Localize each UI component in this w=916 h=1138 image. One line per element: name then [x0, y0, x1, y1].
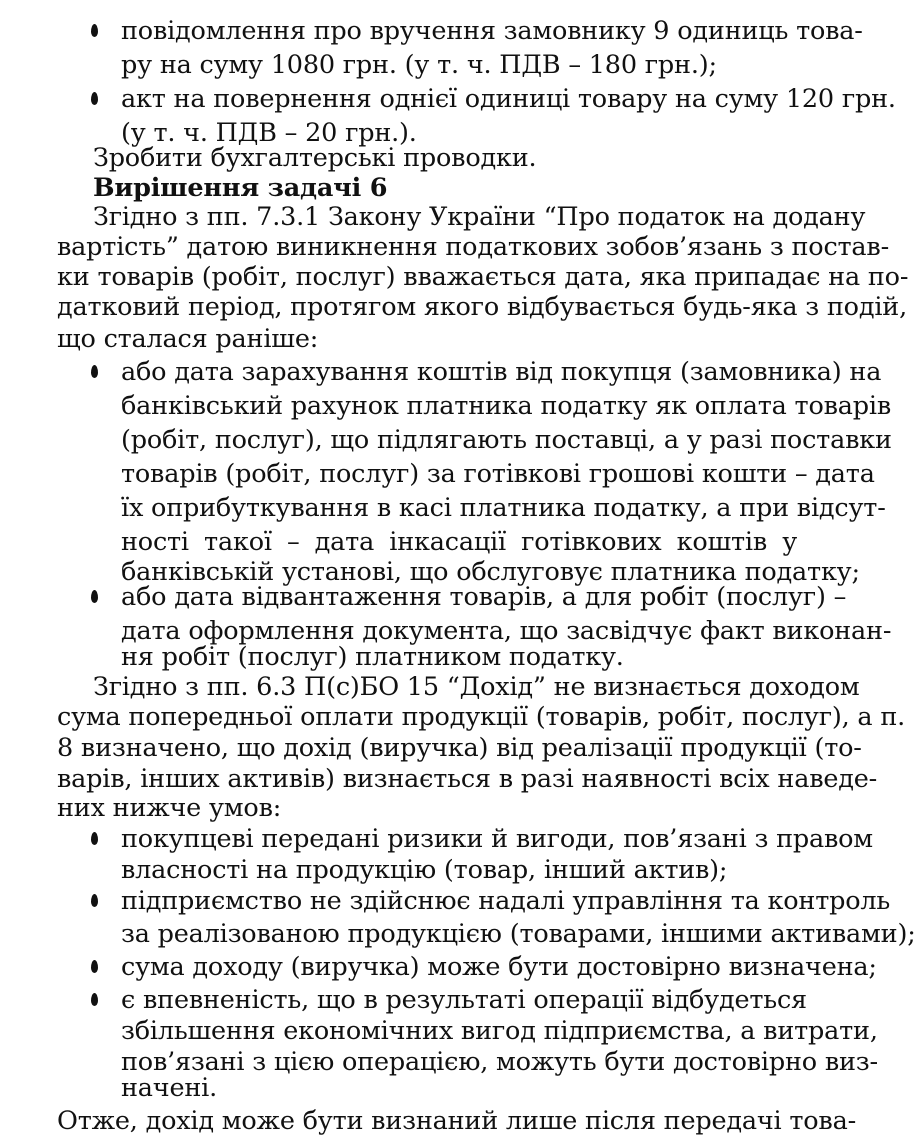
text-line: підприємство не здійснює надалі управління та контроль [121, 886, 891, 916]
bullet-marker [88, 950, 100, 984]
text-line: або дата зарахування коштів від покупця (замовника) на [121, 357, 882, 387]
bullet-marker [88, 580, 100, 614]
text-line: є впевненість, що в результаті операції відбудеться [121, 985, 807, 1015]
paragraph-line: 8 визначено, що дохід (виручка) від реалізації продукції (то- [57, 733, 862, 763]
paragraph-line: варів, інших активів) визнається в разі наявності всіх наведе- [57, 764, 878, 794]
text-line: повідомлення про вручення замовнику 9 одиниць това- [121, 16, 863, 46]
section-heading: Вирішення задачі 6 [93, 173, 388, 203]
text-line: власності на продукцію (товар, інший актив); [121, 855, 728, 885]
text-line: або дата відвантаження товарів, а для робіт (послуг) – [121, 582, 847, 612]
bullet-marker [88, 14, 100, 48]
paragraph-line: вартість” датою виникнення податкових зобов’язань з постав- [57, 232, 890, 262]
text-line: ру на суму 1080 грн. (у т. ч. ПДВ – 180 грн.); [121, 50, 717, 80]
text-line: пов’язані з цією операцією, можуть бути достовірно виз- [121, 1047, 878, 1077]
paragraph-line: них нижче умов: [57, 793, 282, 823]
text-line: банківській установі, що обслуговує платника податку; [121, 557, 860, 587]
text-line: (у т. ч. ПДВ – 20 грн.). [121, 118, 417, 148]
text-line: начені. [121, 1073, 218, 1103]
text-line: ня робіт (послуг) платником податку. [121, 642, 624, 672]
paragraph-line: датковий період, протягом якого відбувається будь-яка з подій, [57, 292, 907, 322]
paragraph-line: ки товарів (робіт, послуг) вважається дата, яка припадає на по- [57, 262, 909, 292]
paragraph-line: сума попередньої оплати продукції (товарів, робіт, послуг), а п. [57, 702, 906, 732]
bullet-marker [88, 355, 100, 389]
instruction-text: Зробити бухгалтерські проводки. [93, 143, 537, 173]
conclusion-text: Отже, дохід може бути визнаний лише після передачі това- [57, 1106, 857, 1136]
bullet-marker [88, 884, 100, 918]
text-line: акт на повернення однієї одиниці товару на суму 120 грн. [121, 84, 896, 114]
paragraph-line: Згідно з пп. 6.3 П(с)БО 15 “Дохід” не визнається доходом [93, 672, 860, 702]
paragraph-line: що сталася раніше: [57, 324, 319, 354]
text-line: сума доходу (виручка) може бути достовірно визначена; [121, 952, 877, 982]
text-line: ності такої – дата інкасації готівкових коштів у [121, 527, 797, 557]
text-line: банківський рахунок платника податку як оплата товарів [121, 391, 892, 421]
text-line: їх оприбуткування в касі платника податку, а при відсут- [121, 493, 886, 523]
text-line: за реалізованою продукцією (товарами, іншими активами); [121, 919, 916, 949]
bullet-marker [88, 822, 100, 856]
text-line: дата оформлення документа, що засвідчує факт виконан- [121, 616, 892, 646]
bullet-marker [88, 82, 100, 116]
bullet-marker [88, 983, 100, 1017]
text-line: (робіт, послуг), що підлягають поставці, а у разі поставки [121, 425, 892, 455]
text-line: товарів (робіт, послуг) за готівкові грошові кошти – дата [121, 459, 875, 489]
text-line: покупцеві передані ризики й вигоди, пов’язані з правом [121, 824, 873, 854]
text-line: збільшення економічних вигод підприємства, а витрати, [121, 1016, 878, 1046]
paragraph-line: Згідно з пп. 7.3.1 Закону України “Про податок на додану [93, 202, 866, 232]
